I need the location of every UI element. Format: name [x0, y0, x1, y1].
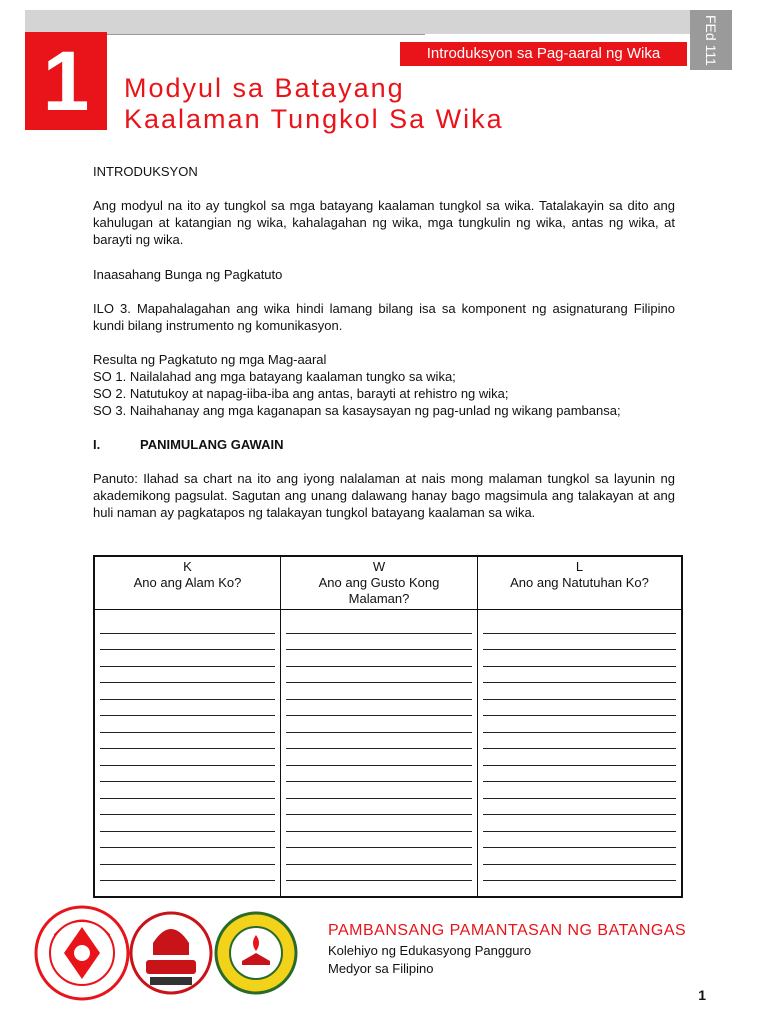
answer-line[interactable] — [286, 733, 472, 750]
column-header — [281, 559, 477, 607]
answer-line[interactable] — [100, 766, 275, 783]
answer-lines[interactable] — [286, 617, 472, 881]
kwl-column-k — [95, 557, 281, 896]
column-question: Ano ang Natutuhan Ko? — [510, 575, 649, 590]
answer-line[interactable] — [100, 650, 275, 667]
section-number: I. — [93, 437, 101, 452]
instructions-text: Panuto: Ilahad sa chart na ito ang iyong nalalaman at nais mong malaman tungkol sa layunin ng akademikong pagsulat. Sagutan ang unang dalawang hanay bago magsimula ang talakayan at ang huli naman ay pagkatapos ng talakayan tungkol batayang kaalaman sa wika. — [93, 471, 675, 520]
answer-line[interactable] — [100, 667, 275, 684]
answer-line[interactable] — [483, 700, 676, 717]
answer-line[interactable] — [100, 865, 275, 882]
answer-line[interactable] — [483, 716, 676, 733]
answer-line[interactable] — [483, 617, 676, 634]
answer-line[interactable] — [483, 848, 676, 865]
answer-line[interactable] — [286, 865, 472, 882]
answer-line[interactable] — [483, 815, 676, 832]
answer-line[interactable] — [286, 650, 472, 667]
answer-line[interactable] — [286, 716, 472, 733]
answer-line[interactable] — [286, 667, 472, 684]
module-title-line1: Modyul sa Batayang — [124, 73, 405, 103]
answer-line[interactable] — [100, 733, 275, 750]
header-divider-line — [95, 609, 280, 610]
university-seal-icon — [34, 905, 130, 1001]
answer-line[interactable] — [483, 650, 676, 667]
answer-line[interactable] — [483, 733, 676, 750]
answer-line[interactable] — [100, 700, 275, 717]
page-number: 1 — [698, 987, 706, 1003]
course-code: FEd 111 — [703, 14, 719, 66]
header-bar — [25, 10, 732, 34]
answer-line[interactable] — [286, 683, 472, 700]
answer-line[interactable] — [483, 667, 676, 684]
answer-line[interactable] — [100, 634, 275, 651]
answer-lines[interactable] — [483, 617, 676, 881]
college-name: Kolehiyo ng Edukasyong Pangguro — [328, 943, 532, 958]
answer-line[interactable] — [100, 782, 275, 799]
intro-heading: INTRODUKSYON — [93, 164, 198, 179]
result-item: SO 1. Nailalahad ang mga batayang kaalaman tungko sa wika; — [93, 369, 456, 384]
answer-line[interactable] — [286, 634, 472, 651]
kwl-column-l — [478, 557, 681, 896]
answer-line[interactable] — [100, 749, 275, 766]
answer-line[interactable] — [286, 617, 472, 634]
column-question: Ano ang Gusto Kong Malaman? — [318, 575, 440, 606]
answer-line[interactable] — [483, 782, 676, 799]
university-name: PAMBANSANG PAMANTASAN NG BATANGAS — [328, 922, 687, 939]
answer-line[interactable] — [100, 716, 275, 733]
chapter-number: 1 — [25, 32, 107, 130]
answer-line[interactable] — [100, 848, 275, 865]
answer-line[interactable] — [286, 749, 472, 766]
answer-line[interactable] — [483, 766, 676, 783]
answer-line[interactable] — [286, 766, 472, 783]
column-question: Ano ang Alam Ko? — [133, 575, 242, 590]
answer-line[interactable] — [286, 815, 472, 832]
result-item: SO 2. Natutukoy at napag-iiba-iba ang antas, barayti at rehistro ng wika; — [93, 386, 509, 401]
college-seal-icon — [214, 905, 298, 1001]
answer-lines[interactable] — [100, 617, 275, 881]
answer-line[interactable] — [483, 799, 676, 816]
major-name: Medyor sa Filipino — [328, 961, 434, 976]
section-title: PANIMULANG GAWAIN — [140, 437, 284, 452]
intro-text: Ang modyul na ito ay tungkol sa mga batayang kaalaman tungkol sa wika. Tatalakayin sa dito ang kahulugan at katangian ng wika, kahalagahan ng wika, mga tungkulin ng wika, antas ng wika, at barayti ng wika. — [93, 198, 675, 247]
header-divider — [105, 34, 425, 35]
red-spartans-logo-icon — [128, 905, 214, 1001]
answer-line[interactable] — [483, 865, 676, 882]
answer-line[interactable] — [483, 749, 676, 766]
kwl-column-w — [281, 557, 478, 896]
column-header — [478, 559, 681, 591]
answer-line[interactable] — [483, 683, 676, 700]
result-item: SO 3. Naihahanay ang mga kaganapan sa kasaysayan ng pag-unlad ng wikang pambansa; — [93, 403, 621, 418]
column-letter: W — [372, 559, 386, 574]
answer-line[interactable] — [100, 815, 275, 832]
answer-line[interactable] — [483, 832, 676, 849]
subject-banner: Introduksyon sa Pag-aaral ng Wika — [400, 42, 687, 66]
column-header — [95, 559, 280, 591]
kwl-table — [93, 555, 683, 898]
outcome-heading: Inaasahang Bunga ng Pagkatuto — [93, 267, 283, 282]
column-letter: K — [183, 559, 192, 574]
answer-line[interactable] — [286, 832, 472, 849]
answer-line[interactable] — [100, 832, 275, 849]
answer-line[interactable] — [100, 799, 275, 816]
answer-line[interactable] — [100, 617, 275, 634]
header-divider-line — [281, 609, 477, 610]
outcome-text: ILO 3. Mapahalagahan ang wika hindi lamang bilang isa sa komponent ng asignaturang Filipino kundi bilang instrumento ng komunikasyon. — [93, 301, 675, 333]
results-heading: Resulta ng Pagkatuto ng mga Mag-aaral — [93, 352, 327, 367]
answer-line[interactable] — [100, 683, 275, 700]
answer-line[interactable] — [286, 782, 472, 799]
answer-line[interactable] — [286, 848, 472, 865]
answer-line[interactable] — [286, 700, 472, 717]
answer-line[interactable] — [286, 799, 472, 816]
results-list — [93, 368, 675, 419]
header-divider-line — [478, 609, 681, 610]
answer-line[interactable] — [483, 634, 676, 651]
module-title-line2: Kaalaman Tungkol Sa Wika — [124, 104, 504, 134]
column-letter: L — [575, 559, 584, 574]
